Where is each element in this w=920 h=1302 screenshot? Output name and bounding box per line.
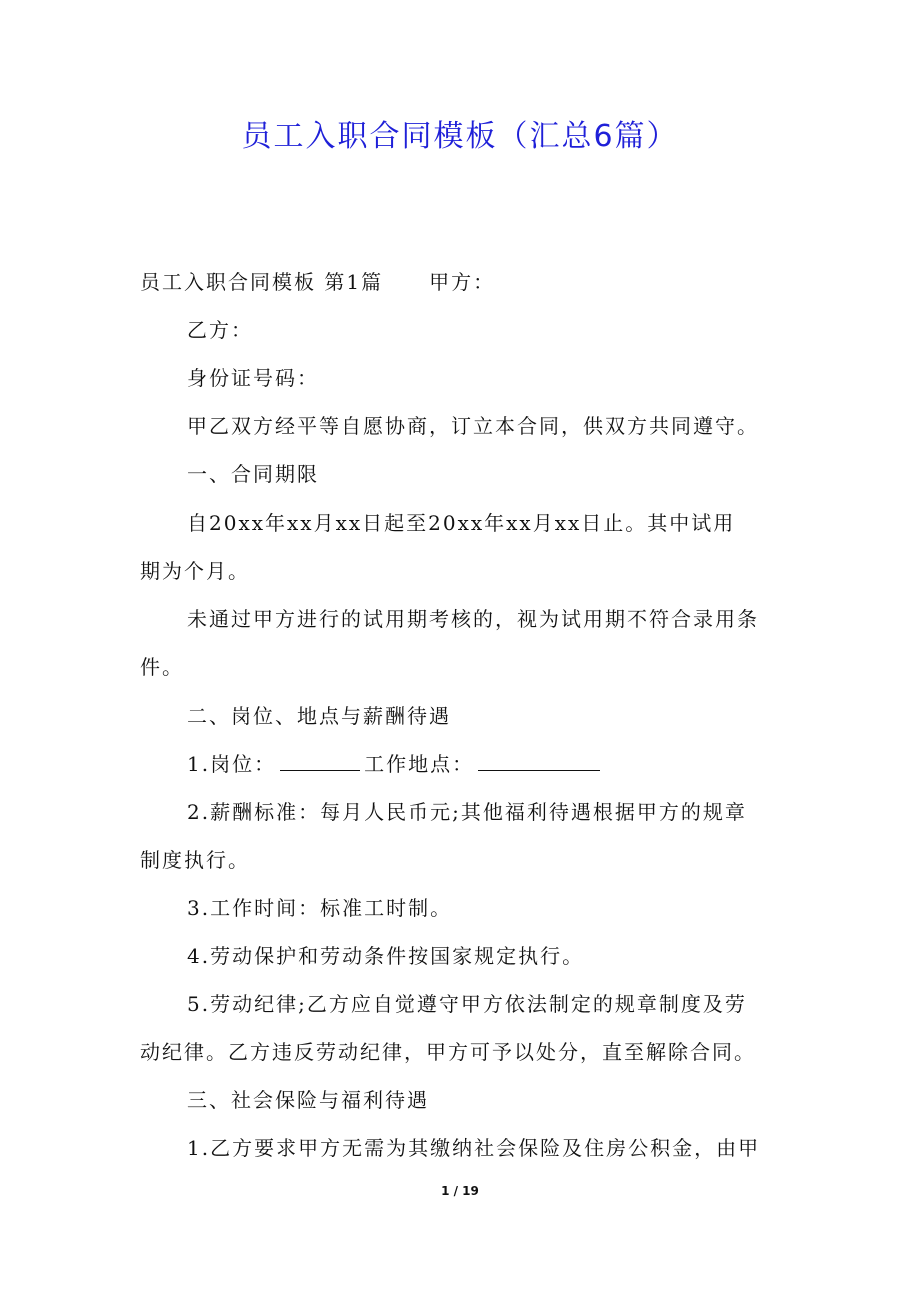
party-a-label: 甲方： [429,270,496,294]
section-heading: 三、社会保险与福利待遇 [187,1088,429,1112]
paragraph-continuation: 期为个月。 [140,559,250,583]
paragraph: 5.劳动纪律;乙方应自觉遵守甲方依法制定的规章制度及劳 [187,992,747,1016]
position-blank [280,750,360,771]
section-heading: 二、岗位、地点与薪酬待遇 [187,704,451,728]
paragraph: 未通过甲方进行的试用期考核的，视为试用期不符合录用条 [187,607,759,631]
document-body [140,258,790,1168]
position-location-line [140,740,790,788]
paragraph: 3.工作时间：标准工时制。 [187,896,453,920]
paragraph: 自20xx年xx月xx日起至20xx年xx月xx日止。其中试用 [187,511,736,535]
position-label: 1.岗位： [187,752,277,776]
location-label: 工作地点： [364,752,475,776]
paragraph: 1.乙方要求甲方无需为其缴纳社会保险及住房公积金，由甲 [187,1136,761,1160]
paragraph: 甲乙双方经平等自愿协商，订立本合同，供双方共同遵守。 [187,414,759,438]
paragraph: 4.劳动保护和劳动条件按国家规定执行。 [187,944,585,968]
location-blank [478,750,600,771]
paragraph-heading-party-a [140,258,790,306]
paragraph-continuation: 制度执行。 [140,848,250,872]
paragraph-continuation: 件。 [140,655,184,679]
document-title: 员工入职合同模板（汇总6篇） [241,119,679,154]
page-number: 1 / 19 [441,1184,479,1198]
id-number-label: 身份证号码： [187,366,319,390]
party-b-label: 乙方： [187,318,253,342]
section-title: 员工入职合同模板 第1篇 [140,270,384,294]
paragraph: 2.薪酬标准：每月人民币元;其他福利待遇根据甲方的规章 [187,800,747,824]
section-heading: 一、合同期限 [187,462,319,486]
paragraph-continuation: 动纪律。乙方违反劳动纪律，甲方可予以处分，直至解除合同。 [140,1040,756,1064]
